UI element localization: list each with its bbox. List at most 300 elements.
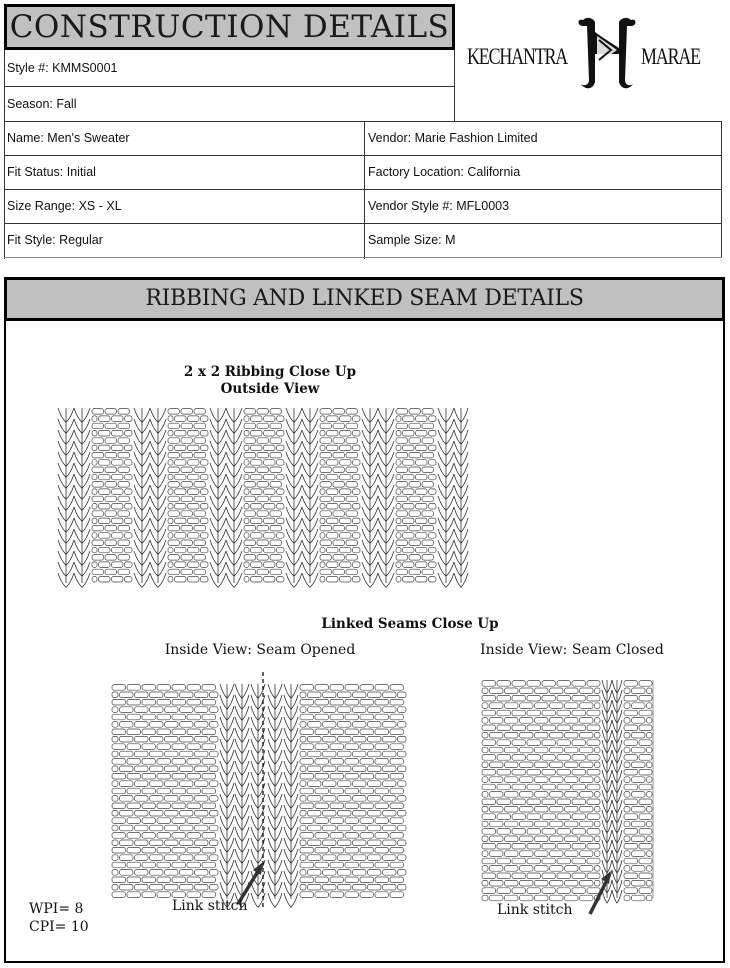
purl-stitch	[390, 744, 404, 750]
purl-stitch	[632, 836, 646, 842]
purl-stitch	[210, 722, 219, 728]
purl-stitch	[512, 858, 526, 864]
purl-stitch	[125, 518, 133, 524]
purl-stitch	[210, 840, 219, 846]
purl-stitch	[624, 829, 638, 835]
purl-stitch	[338, 707, 352, 713]
purl-stitch	[580, 747, 594, 753]
purl-stitch	[105, 555, 117, 561]
purl-stitch	[542, 681, 556, 687]
purl-stitch	[300, 810, 306, 816]
purl-stitch	[201, 431, 209, 437]
purl-stitch	[535, 703, 549, 709]
purl-stitch	[175, 504, 187, 510]
purl-stitch	[157, 833, 171, 839]
purl-stitch	[120, 781, 134, 787]
purl-stitch	[368, 855, 382, 861]
purl-stitch	[172, 685, 186, 691]
purl-stitch	[490, 688, 504, 694]
purl-stitch	[353, 504, 361, 510]
purl-stitch	[422, 467, 434, 473]
purl-stitch	[505, 895, 519, 901]
purl-stitch	[505, 880, 519, 886]
purl-stitch	[142, 744, 156, 750]
purl-stitch	[92, 525, 104, 531]
purl-stitch	[165, 840, 179, 846]
purl-stitch	[580, 718, 594, 724]
purl-stitch	[375, 833, 389, 839]
purl-stitch	[505, 777, 519, 783]
purl-stitch	[112, 796, 118, 802]
purl-stitch	[482, 836, 488, 842]
purl-stitch	[383, 707, 397, 713]
purl-stitch	[550, 762, 564, 768]
purl-stitch	[188, 504, 200, 510]
purl-stitch	[396, 496, 408, 502]
purl-stitch	[320, 409, 332, 415]
purl-stitch	[172, 759, 186, 765]
purl-stitch	[92, 460, 97, 466]
purl-stitch	[353, 884, 367, 890]
purl-stitch	[270, 423, 282, 429]
purl-stitch	[333, 409, 345, 415]
purl-stitch	[624, 814, 638, 820]
purl-stitch	[396, 474, 401, 480]
purl-stitch	[383, 870, 397, 876]
purl-stitch	[300, 884, 306, 890]
purl-stitch	[210, 810, 219, 816]
purl-stitch	[624, 873, 638, 879]
purl-stitch	[99, 518, 111, 524]
purl-stitch	[330, 818, 344, 824]
purl-stitch	[244, 409, 256, 415]
purl-stitch	[244, 452, 256, 458]
purl-stitch	[157, 788, 171, 794]
purl-stitch	[624, 784, 638, 790]
purl-stitch	[398, 781, 407, 787]
knit-column	[302, 408, 318, 587]
purl-stitch	[550, 880, 564, 886]
purl-stitch	[527, 843, 541, 849]
purl-stitch	[323, 736, 337, 742]
purl-stitch	[195, 722, 209, 728]
purl-stitch	[375, 729, 389, 735]
purl-stitch	[320, 562, 325, 568]
purl-stitch	[257, 409, 269, 415]
purl-stitch	[422, 569, 434, 575]
purl-stitch	[112, 416, 124, 422]
purl-stitch	[264, 460, 276, 466]
purl-stitch	[327, 460, 339, 466]
purl-stitch	[429, 577, 437, 583]
purl-stitch	[338, 796, 352, 802]
purl-stitch	[368, 766, 382, 772]
purl-stitch	[587, 843, 600, 849]
purl-stitch	[490, 880, 504, 886]
purl-stitch	[112, 562, 124, 568]
purl-stitch	[92, 562, 97, 568]
purl-stitch	[112, 729, 126, 735]
purl-stitch	[527, 799, 541, 805]
purl-stitch	[308, 870, 322, 876]
purl-stitch	[542, 710, 556, 716]
purl-stitch	[92, 533, 97, 539]
purl-stitch	[422, 525, 434, 531]
purl-stitch	[201, 416, 209, 422]
purl-stitch	[165, 751, 179, 757]
purl-stitch	[320, 533, 325, 539]
purl-stitch	[587, 725, 600, 731]
purl-stitch	[180, 855, 194, 861]
seam-closed-caption: Inside View: Seam Closed	[480, 642, 664, 658]
purl-stitch	[194, 423, 206, 429]
purl-stitch	[118, 555, 130, 561]
purl-stitch	[368, 840, 382, 846]
purl-stitch	[396, 489, 401, 495]
purl-stitch	[587, 681, 600, 687]
purl-stitch	[527, 814, 541, 820]
purl-stitch	[497, 740, 511, 746]
purl-stitch	[360, 714, 374, 720]
purl-stitch	[345, 729, 359, 735]
purl-stitch	[396, 525, 408, 531]
purl-stitch	[120, 736, 134, 742]
purl-stitch	[353, 810, 367, 816]
purl-stitch	[353, 766, 367, 772]
purl-stitch	[368, 870, 382, 876]
purl-stitch	[422, 452, 434, 458]
purl-stitch	[300, 781, 306, 787]
purl-stitch	[647, 762, 653, 768]
purl-stitch	[632, 703, 646, 709]
purl-stitch	[338, 825, 352, 831]
season-field: Season: Fall	[7, 97, 77, 111]
purl-stitch	[92, 423, 104, 429]
purl-stitch	[639, 814, 652, 820]
purl-stitch	[497, 769, 511, 775]
purl-stitch	[497, 784, 511, 790]
purl-stitch	[142, 773, 156, 779]
purl-stitch	[572, 888, 586, 894]
purl-stitch	[624, 806, 630, 812]
linked-seams-caption: Linked Seams Close Up	[321, 616, 499, 632]
purl-stitch	[632, 895, 646, 901]
purl-stitch	[398, 840, 407, 846]
purl-stitch	[168, 518, 173, 524]
purl-stitch	[580, 806, 594, 812]
purl-stitch	[416, 518, 428, 524]
purl-stitch	[333, 482, 345, 488]
purl-stitch	[360, 788, 374, 794]
purl-stitch	[542, 858, 556, 864]
purl-stitch	[330, 773, 344, 779]
purl-stitch	[127, 833, 141, 839]
knit-column	[438, 408, 454, 587]
purl-stitch	[315, 788, 329, 794]
purl-stitch	[587, 829, 600, 835]
purl-stitch	[127, 699, 141, 705]
purl-stitch	[639, 799, 652, 805]
purl-stitch	[535, 792, 549, 798]
purl-stitch	[330, 877, 344, 883]
purl-stitch	[403, 445, 415, 451]
purl-stitch	[92, 431, 97, 437]
purl-stitch	[175, 562, 187, 568]
purl-stitch	[587, 873, 600, 879]
purl-stitch	[587, 710, 600, 716]
purl-stitch	[580, 851, 594, 857]
purl-stitch	[398, 870, 407, 876]
purl-stitch	[201, 460, 209, 466]
purl-stitch	[580, 880, 594, 886]
purl-stitch	[490, 851, 504, 857]
purl-stitch	[505, 792, 519, 798]
purl-stitch	[398, 736, 407, 742]
purl-stitch	[112, 460, 124, 466]
purl-stitch	[323, 751, 337, 757]
purl-stitch	[403, 547, 415, 553]
purl-stitch	[112, 489, 124, 495]
purl-stitch	[624, 895, 630, 901]
purl-stitch	[142, 892, 156, 898]
purl-stitch	[398, 810, 407, 816]
purl-stitch	[490, 895, 504, 901]
purl-stitch	[346, 423, 358, 429]
purl-stitch	[346, 511, 358, 517]
purl-stitch	[135, 707, 149, 713]
purl-stitch	[135, 751, 149, 757]
purl-stitch	[353, 855, 367, 861]
purl-stitch	[422, 438, 434, 444]
purl-stitch	[482, 843, 496, 849]
purl-stitch	[497, 814, 511, 820]
purl-stitch	[135, 870, 149, 876]
purl-stitch	[202, 818, 216, 824]
purl-stitch	[135, 781, 149, 787]
purl-stitch	[315, 685, 329, 691]
purl-stitch	[202, 803, 216, 809]
purl-stitch	[257, 511, 269, 517]
purl-stitch	[512, 829, 526, 835]
purl-stitch	[383, 751, 397, 757]
purl-stitch	[118, 525, 130, 531]
purl-stitch	[300, 736, 306, 742]
purl-stitch	[482, 799, 496, 805]
purl-stitch	[257, 467, 269, 473]
purl-stitch	[175, 533, 187, 539]
purl-stitch	[92, 409, 104, 415]
purl-stitch	[647, 732, 653, 738]
purl-stitch	[264, 518, 276, 524]
purl-stitch	[360, 877, 374, 883]
purl-stitch	[557, 858, 571, 864]
purl-stitch	[632, 880, 646, 886]
purl-stitch	[168, 547, 173, 553]
purl-stitch	[194, 409, 206, 415]
purl-stitch	[340, 460, 352, 466]
purl-stitch	[639, 725, 652, 731]
purl-stitch	[512, 843, 526, 849]
purl-stitch	[632, 851, 646, 857]
ribbing-caption	[170, 364, 370, 398]
purl-stitch	[315, 833, 329, 839]
purl-stitch	[125, 489, 133, 495]
purl-stitch	[112, 892, 126, 898]
purl-stitch	[482, 858, 496, 864]
purl-stitch	[320, 569, 332, 575]
purl-stitch	[125, 460, 133, 466]
purl-stitch	[165, 796, 179, 802]
purl-stitch	[150, 810, 164, 816]
purl-stitch	[300, 788, 314, 794]
purl-stitch	[520, 880, 534, 886]
purl-stitch	[257, 452, 269, 458]
purl-stitch	[497, 725, 511, 731]
purl-stitch	[127, 788, 141, 794]
purl-stitch	[150, 870, 164, 876]
purl-stitch	[125, 474, 133, 480]
purl-stitch	[505, 732, 519, 738]
purl-stitch	[244, 569, 256, 575]
purl-stitch	[168, 533, 173, 539]
purl-stitch	[187, 833, 201, 839]
purl-stitch	[330, 685, 344, 691]
purl-stitch	[251, 562, 263, 568]
purl-stitch	[565, 836, 579, 842]
purl-stitch	[527, 710, 541, 716]
purl-stitch	[368, 692, 382, 698]
purl-stitch	[375, 877, 389, 883]
purl-stitch	[572, 814, 586, 820]
purl-stitch	[557, 725, 571, 731]
purl-stitch	[647, 703, 653, 709]
vendor-field: Vendor: Marie Fashion Limited	[368, 131, 538, 145]
purl-stitch	[127, 729, 141, 735]
purl-stitch	[550, 895, 564, 901]
purl-stitch	[201, 489, 209, 495]
purl-stitch	[429, 547, 437, 553]
purl-stitch	[320, 452, 332, 458]
purl-stitch	[99, 460, 111, 466]
purl-stitch	[244, 416, 249, 422]
purl-stitch	[277, 431, 285, 437]
purl-stitch	[181, 452, 193, 458]
purl-stitch	[572, 681, 586, 687]
ribbing-caption-line1: 2 x 2 Ribbing Close Up	[183, 364, 357, 380]
purl-stitch	[175, 431, 187, 437]
purl-stitch	[632, 732, 646, 738]
purl-stitch	[345, 847, 359, 853]
purl-stitch	[398, 751, 407, 757]
purl-stitch	[345, 773, 359, 779]
purl-stitch	[142, 877, 156, 883]
purl-stitch	[308, 707, 322, 713]
purl-stitch	[264, 504, 276, 510]
purl-stitch	[112, 699, 126, 705]
purl-stitch	[330, 714, 344, 720]
purl-stitch	[353, 547, 361, 553]
purl-stitch	[340, 577, 352, 583]
purl-stitch	[202, 699, 216, 705]
seam-opened-caption: Inside View: Seam Opened	[164, 642, 356, 658]
purl-stitch	[308, 766, 322, 772]
purl-stitch	[383, 766, 397, 772]
purl-stitch	[180, 781, 194, 787]
purl-stitch	[624, 777, 630, 783]
purl-stitch	[340, 431, 352, 437]
purl-stitch	[429, 562, 437, 568]
purl-stitch	[244, 533, 249, 539]
purl-stitch	[390, 862, 404, 868]
purl-stitch	[624, 681, 638, 687]
cpi-label: CPI= 10	[29, 919, 89, 935]
purl-stitch	[482, 688, 488, 694]
purl-stitch	[187, 773, 201, 779]
purl-stitch	[595, 688, 601, 694]
purl-stitch	[409, 511, 421, 517]
purl-stitch	[300, 751, 306, 757]
purl-stitch	[542, 695, 556, 701]
purl-stitch	[647, 792, 653, 798]
purl-stitch	[187, 714, 201, 720]
purl-stitch	[92, 555, 104, 561]
purl-stitch	[542, 873, 556, 879]
purl-stitch	[112, 847, 126, 853]
purl-stitch	[244, 518, 249, 524]
purl-stitch	[194, 438, 206, 444]
purl-stitch	[368, 884, 382, 890]
purl-stitch	[175, 547, 187, 553]
purl-stitch	[535, 718, 549, 724]
purl-stitch	[338, 722, 352, 728]
purl-section	[396, 409, 436, 582]
purl-stitch	[330, 744, 344, 750]
purl-stitch	[277, 445, 285, 451]
purl-stitch	[375, 892, 389, 898]
purl-stitch	[181, 496, 193, 502]
purl-stitch	[112, 788, 126, 794]
purl-stitch	[557, 769, 571, 775]
purl-stitch	[172, 818, 186, 824]
purl-stitch	[482, 784, 496, 790]
purl-stitch	[181, 423, 193, 429]
purl-stitch	[383, 736, 397, 742]
purl-stitch	[338, 751, 352, 757]
purl-stitch	[396, 445, 401, 451]
purl-stitch	[157, 892, 171, 898]
purl-stitch	[482, 695, 496, 701]
purl-stitch	[300, 773, 314, 779]
purl-stitch	[210, 707, 219, 713]
purl-stitch	[210, 870, 219, 876]
purl-stitch	[390, 714, 404, 720]
purl-stitch	[542, 829, 556, 835]
purl-stitch	[512, 695, 526, 701]
purl-stitch	[172, 847, 186, 853]
purl-stitch	[112, 445, 124, 451]
size-range-field: Size Range: XS - XL	[7, 199, 122, 213]
purl-stitch	[572, 873, 586, 879]
purl-stitch	[112, 855, 118, 861]
purl-stitch	[264, 445, 276, 451]
purl-stitch	[320, 496, 332, 502]
purl-stitch	[338, 884, 352, 890]
purl-stitch	[512, 799, 526, 805]
purl-stitch	[172, 892, 186, 898]
purl-stitch	[157, 847, 171, 853]
purl-stitch	[99, 489, 111, 495]
purl-stitch	[572, 843, 586, 849]
